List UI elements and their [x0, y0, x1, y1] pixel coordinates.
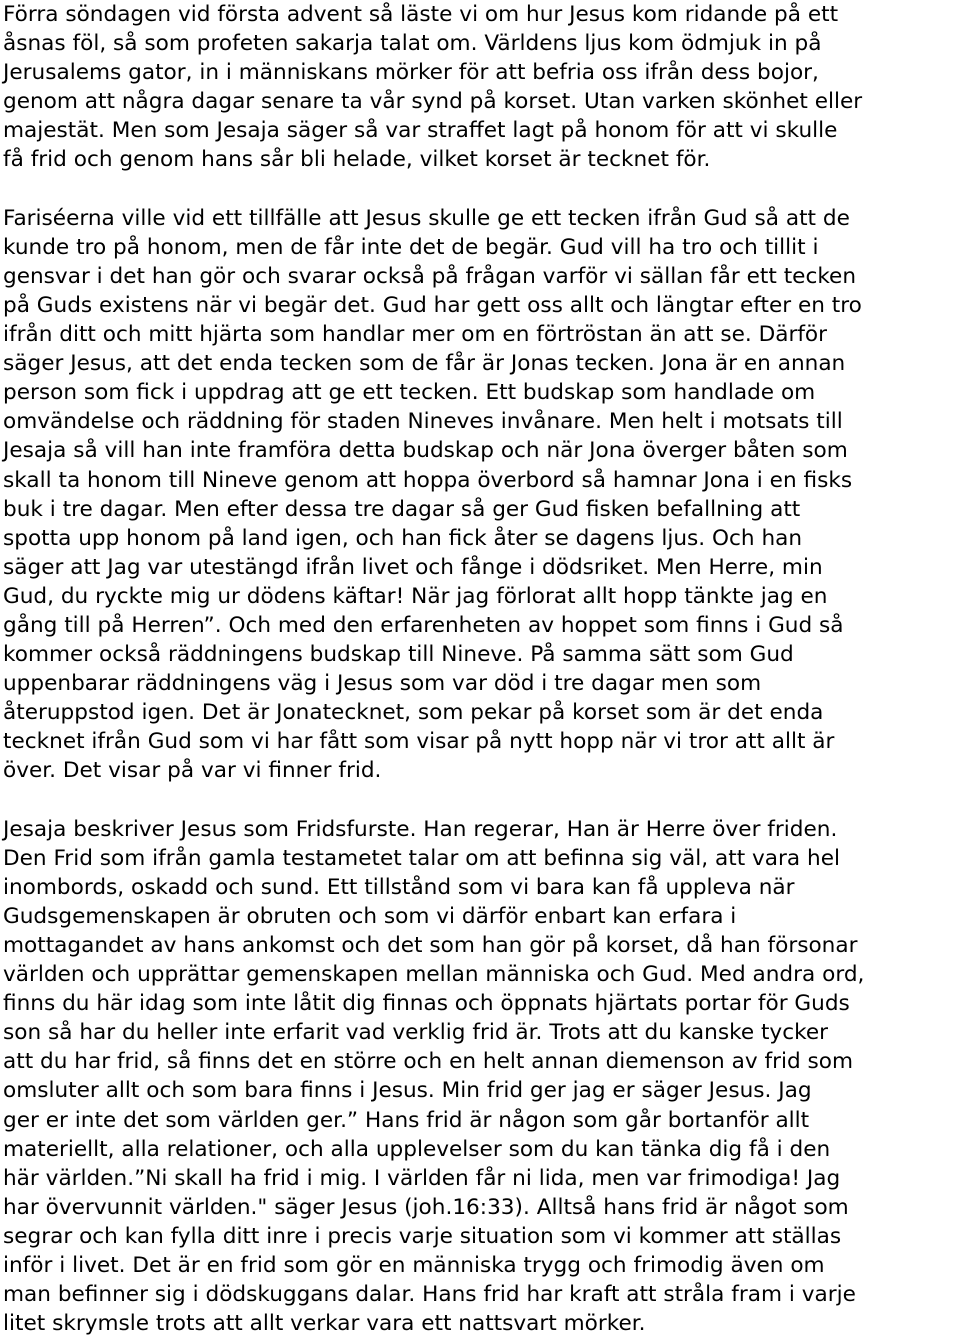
- text-line: gång till på Herren”. Och med den erfarenheten av hoppet som finns i Gud så: [3, 612, 844, 638]
- text-line: uppenbarar räddningens väg i Jesus som var död i tre dagar men som: [3, 671, 762, 697]
- text-line: man befinner sig i dödskuggans dalar. Hans frid har kraft att stråla fram i varje: [3, 1282, 856, 1308]
- text-line: inombords, oskadd och sund. Ett tillstånd som vi bara kan få uppleva när: [3, 874, 795, 900]
- text-line: gensvar i det han gör och svarar också på frågan varför vi sällan får ett tecken: [3, 263, 857, 289]
- paragraph-jonah-sign: [3, 204, 958, 786]
- text-line: omsluter allt och som bara finns i Jesus. Min frid ger jag er säger Jesus. Jag: [3, 1078, 812, 1104]
- text-line: ger er inte det som världen ger.” Hans frid är någon som går bortanför allt: [3, 1107, 810, 1133]
- text-line: säger att Jag var utestängd ifrån livet och fånge i dödsriket. Men Herre, min: [3, 554, 823, 580]
- text-line: här världen.”Ni skall ha frid i mig. I världen får ni lida, men var frimodiga! Jag: [3, 1165, 841, 1191]
- text-line: världen och upprättar gemenskapen mellan människa och Gud. Med andra ord,: [3, 962, 865, 988]
- text-line: ifrån ditt och mitt hjärta som handlar mer om en förtröstan än att se. Därför: [3, 322, 828, 348]
- text-line: son så har du heller inte erfarit vad verklig frid är. Trots att du kanske tycker: [3, 1020, 828, 1046]
- text-line: segrar och kan fylla ditt inre i precis varje situation som vi kommer att ställas: [3, 1223, 842, 1249]
- text-line: tecknet ifrån Gud som vi har fått som visar på nytt hopp när vi tror att allt är: [3, 729, 835, 755]
- text-line: majestät. Men som Jesaja säger så var straffet lagt på honom för att vi skulle: [3, 118, 838, 144]
- text-line: återuppstod igen. Det är Jonatecknet, som pekar på korset som är det enda: [3, 700, 824, 726]
- text-line: genom att några dagar senare ta vår synd på korset. Utan varken skönhet eller: [3, 89, 863, 115]
- text-line: på Guds existens när vi begär det. Gud har gett oss allt och längtar efter en tro: [3, 292, 862, 318]
- text-line: få frid och genom hans sår bli helade, vilket korset är tecknet för.: [3, 147, 711, 173]
- text-line: Den Frid som ifrån gamla testametet talar om att befinna sig väl, att vara hel: [3, 845, 840, 871]
- paragraph-advent: [3, 0, 958, 175]
- text-line: över. Det visar på var vi finner frid.: [3, 758, 382, 784]
- text-line: har övervunnit världen." säger Jesus (joh.16:33). Alltså hans frid är något som: [3, 1194, 849, 1220]
- text-line: åsnas föl, så som profeten sakarja talat om. Världens ljus kom ödmjuk in på: [3, 31, 822, 57]
- text-line: omvändelse och räddning för staden Nineves invånare. Men helt i motsats till: [3, 409, 843, 435]
- text-line: skall ta honom till Nineve genom att hoppa överbord så hamnar Jona i en fisks: [3, 467, 853, 493]
- text-line: materiellt, alla relationer, och alla upplevelser som du kan tänka dig få i den: [3, 1136, 831, 1162]
- text-line: inför i livet. Det är en frid som gör en människa trygg och frimodig även om: [3, 1253, 825, 1279]
- text-line: Jerusalems gator, in i människans mörker för att befria oss ifrån dess bojor,: [3, 60, 819, 86]
- text-line: Jesaja så vill han inte framföra detta budskap och när Jona överger båten som: [3, 438, 848, 464]
- text-line: att du har frid, så finns det en större och en helt annan diemenson av frid som: [3, 1049, 854, 1075]
- text-line: Jesaja beskriver Jesus som Fridsfurste. Han regerar, Han är Herre över friden.: [3, 816, 838, 842]
- text-line: litet skrymsle trots att allt verkar vara ett nattsvart mörker.: [3, 1311, 646, 1337]
- text-line: spotta upp honom på land igen, och han fick åter se dagens ljus. Och han: [3, 525, 803, 551]
- text-line: kunde tro på honom, men de får inte det de begär. Gud vill ha tro och tillit i: [3, 234, 819, 260]
- text-line: Gud, du ryckte mig ur dödens käftar! När jag förlorat allt hopp tänkte jag en: [3, 583, 828, 609]
- text-line: Fariséerna ville vid ett tillfälle att Jesus skulle ge ett tecken ifrån Gud så att de: [3, 205, 850, 231]
- text-line: person som fick i uppdrag att ge ett tecken. Ett budskap som handlade om: [3, 380, 816, 406]
- paragraph-prince-of-peace: [3, 815, 958, 1339]
- text-line: Gudsgemenskapen är obruten och som vi därför enbart kan erfara i: [3, 903, 737, 929]
- text-line: kommer också räddningens budskap till Nineve. På samma sätt som Gud: [3, 642, 794, 668]
- text-line: mottagandet av hans ankomst och det som han gör på korset, då han försonar: [3, 933, 858, 958]
- text-line: finns du här idag som inte låtit dig finnas och öppnats hjärtats portar för Guds: [3, 991, 850, 1017]
- paragraph-spacer: [3, 175, 958, 204]
- text-line: Förra söndagen vid första advent så läste vi om hur Jesus kom ridande på ett: [3, 2, 839, 27]
- text-line: säger Jesus, att det enda tecken som de får är Jonas tecken. Jona är en annan: [3, 351, 846, 377]
- document-page: [3, 0, 958, 1338]
- text-line: buk i tre dagar. Men efter dessa tre dagar så ger Gud fisken befallning att: [3, 496, 801, 522]
- paragraph-spacer: [3, 786, 958, 815]
